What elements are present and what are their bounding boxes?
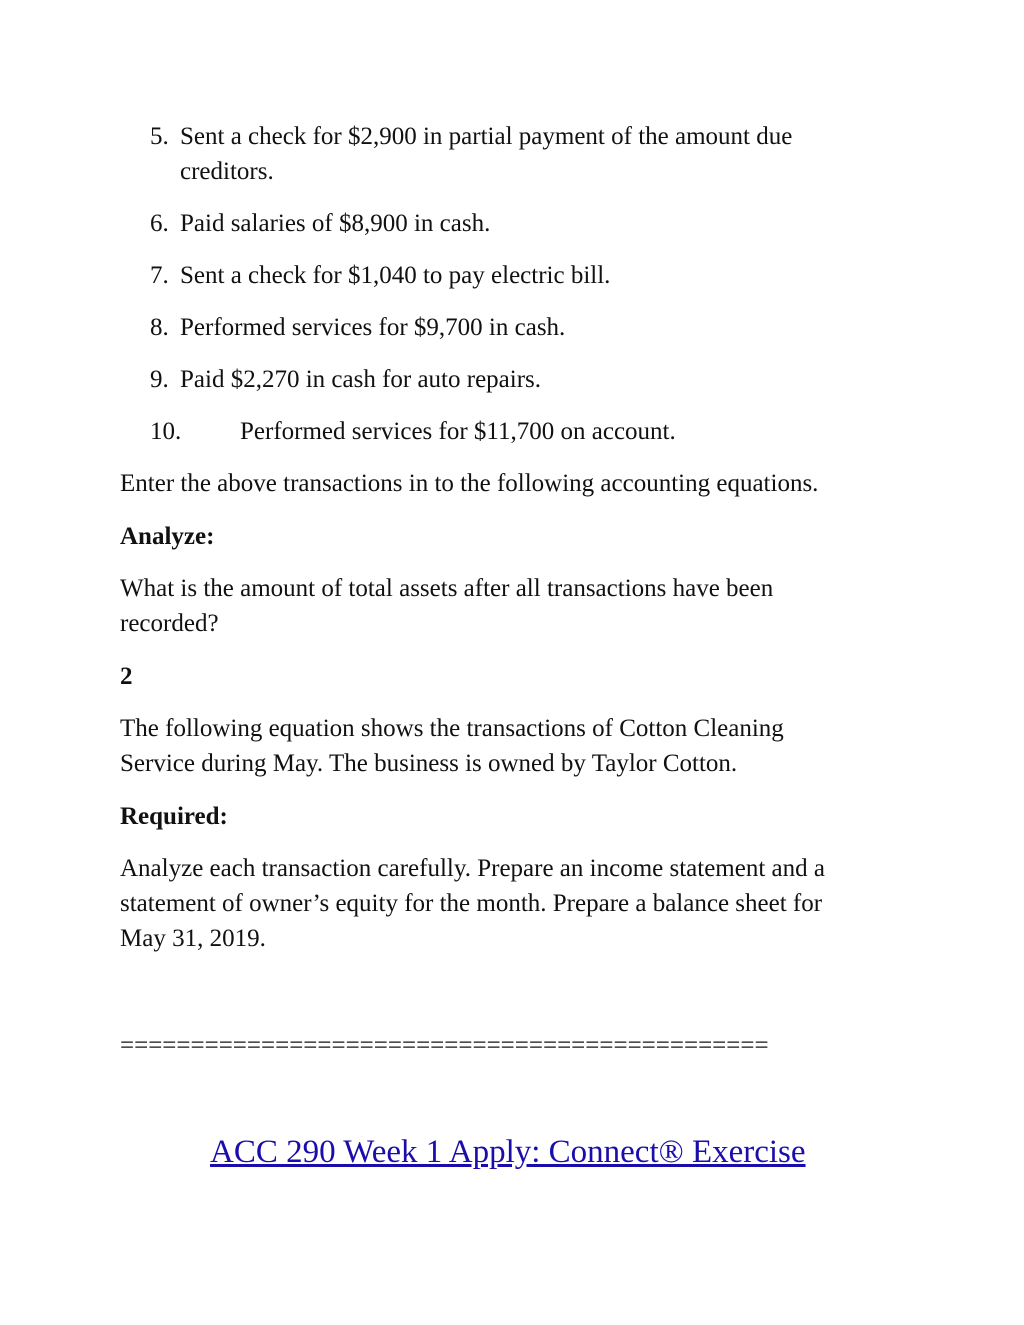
list-number: 10.: [150, 418, 182, 445]
analyze-question-line1: What is the amount of total assets after all transactions have been: [120, 575, 774, 602]
list-text: Sent a check for $2,900 in partial payment of the amount due: [180, 123, 793, 150]
analyze-heading: Analyze:: [120, 523, 215, 550]
list-text: Sent a check for $1,040 to pay electric bill.: [180, 262, 611, 289]
problem-number: 2: [120, 663, 133, 690]
exercise-link[interactable]: ACC 290 Week 1 Apply: Connect® Exercise: [210, 1134, 806, 1170]
required-text-line2: statement of owner’s equity for the month. Prepare a balance sheet for: [120, 890, 823, 917]
analyze-question-line2: recorded?: [120, 610, 219, 637]
required-text-line3: May 31, 2019.: [120, 925, 266, 952]
list-text: Paid salaries of $8,900 in cash.: [180, 210, 491, 237]
list-text: Performed services for $9,700 in cash.: [180, 314, 566, 341]
list-number: 7.: [150, 262, 169, 289]
list-number: 5.: [150, 123, 169, 150]
problem-description-line2: Service during May. The business is owned by Taylor Cotton.: [120, 750, 738, 777]
list-text: Paid $2,270 in cash for auto repairs.: [180, 366, 542, 393]
list-number: 8.: [150, 314, 169, 341]
separator-line: ==============================================: [120, 1032, 769, 1059]
required-text-line1: Analyze each transaction carefully. Prepare an income statement and a: [120, 855, 825, 882]
list-item-5-continuation: creditors.: [180, 158, 274, 185]
problem-description-line1: The following equation shows the transactions of Cotton Cleaning: [120, 715, 784, 742]
instruction-text: Enter the above transactions in to the following accounting equations.: [120, 470, 819, 497]
list-number: 6.: [150, 210, 169, 237]
list-text: Performed services for $11,700 on account.: [240, 418, 676, 445]
list-number: 9.: [150, 366, 169, 393]
required-heading: Required:: [120, 803, 228, 830]
